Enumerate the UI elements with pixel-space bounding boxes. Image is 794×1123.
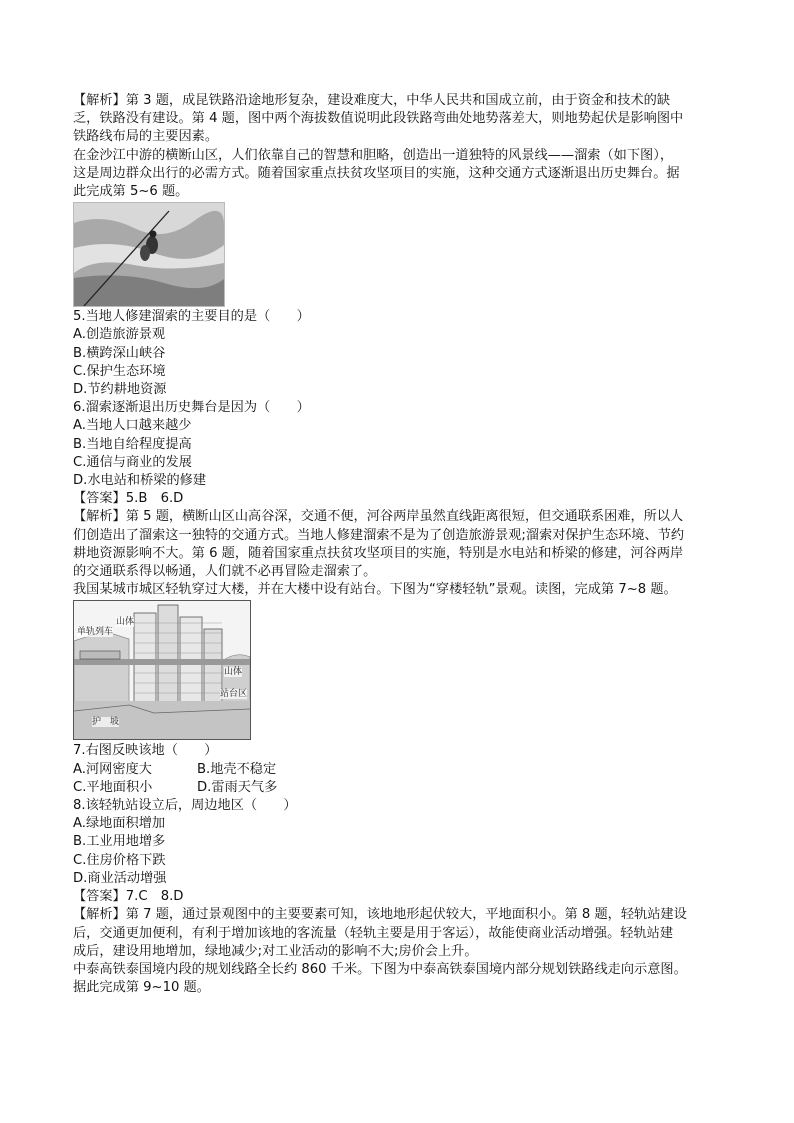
option-b: B.地壳不稳定 [197,761,277,777]
text-line: 后，交通更加便利，有利于增加该地的客流量（轻轨主要是用于客运），故能使商业活动增强。轻轨站建 [73,925,674,941]
intro-q9-q10 [73,961,723,997]
option-a: A.当地人口越来越少 [73,418,192,434]
option-d: D.节约耕地资源 [73,382,167,398]
slope-label: 护 坡 [92,717,120,728]
text-line: 成后，建设用地增加，绿地减少;对工业活动的影响不大;房价会上升。 [73,943,478,959]
text-line: 这是周边群众出行的必需方式。随着国家重点扶贫攻坚项目的实施，这种交通方式逐渐退出历史舞台。据 [73,165,680,181]
text-line: 此完成第 5~6 题。 [73,184,189,200]
mountain-label-left: 山体 [116,617,135,628]
platform-label: 站台区 [220,689,248,700]
text-line: 【解析】第 7 题，通过景观图中的主要要素可知，该地地形起伏较大，平地面积小。第 8 题，轻轨站建设 [73,907,687,923]
answer-q7-q8: 【答案】7.C 8.D [73,889,184,905]
text-line: 铁路线布局的主要因素。 [73,129,219,145]
question-6 [73,399,723,490]
option-a: A.河网密度大 [73,761,152,777]
option-c: C.平地面积小 [73,779,153,795]
question-stem: 8.该轻轨站设立后，周边地区（ ） [73,798,297,814]
question-stem: 7.右图反映该地（ ） [73,743,218,759]
option-c: C.通信与商业的发展 [73,454,192,470]
options-row-ab [73,761,723,779]
analysis-q5-q6 [73,508,723,581]
option-a: A.创造旅游景观 [73,327,166,343]
answer-q5-q6: 【答案】5.B 6.D [73,491,184,507]
text-line: 【解析】第 3 题，成昆铁路沿途地形复杂，建设难度大，中华人民共和国成立前，由于资金和技术的缺 [73,93,671,108]
intro-q5-q6 [73,147,723,202]
option-b: B.当地自给程度提高 [73,436,192,452]
options-row-cd [73,779,723,797]
text-line: 的交通联系得以畅通，人们就不必再冒险走溜索了。 [73,564,377,580]
question-stem: 6.溜索逐渐退出历史舞台是因为（ ） [73,400,310,416]
option-b: B.横跨深山峡谷 [73,345,166,361]
text-line: 据此完成第 9~10 题。 [73,980,210,996]
analysis-q7-q8 [73,906,723,961]
question-stem: 5.当地人修建溜索的主要目的是（ ） [73,309,310,325]
option-b: B.工业用地增多 [73,834,166,850]
intro-q7-q8: 我国某城市城区轻轨穿过大楼，并在大楼中设有站台。下图为“穿楼轻轨”景观。读图，完成第 7~8 题。 [73,582,677,598]
option-c: C.保护生态环境 [73,363,166,379]
text-line: 在金沙江中游的横断山区，人们依靠自己的智慧和胆略，创造出一道独特的风景线——溜索（如下图）， [73,147,674,163]
option-d: D.雷雨天气多 [197,779,278,795]
analysis-q3-q4 [73,92,723,147]
text-line: 【解析】第 5 题，横断山区山高谷深，交通不便，河谷两岸虽然直线距离很短，但交通联系困难，所以人 [73,509,684,525]
option-d: D.商业活动增强 [73,870,167,886]
zipline-photo [73,202,225,307]
document-page [73,92,723,997]
mountain-label-right: 山体 [224,667,243,678]
train-label: 单轨列车 [77,627,114,638]
question-7 [73,742,723,797]
question-5 [73,308,723,399]
text-line: 们创造出了溜索这一独特的交通方式。当地人修建溜索不是为了创造旅游景观;溜索对保护生态环境、节约 [73,527,685,543]
light-rail-building-figure [73,600,251,740]
zipline-photo-drawing [74,203,224,306]
option-c: C.住房价格下跌 [73,852,166,868]
text-line: 乏，铁路没有建设。第 4 题，图中两个海拔数值说明此段铁路弯曲处地势落差大，则地势起伏是影响图中 [73,111,684,127]
option-a: A.绿地面积增加 [73,816,166,832]
text-line: 耕地资源影响不大。第 6 题，随着国家重点扶贫攻坚项目的实施，特别是水电站和桥梁的修建，河谷两岸 [73,545,684,561]
text-line: 中泰高铁泰国境内段的规划线路全长约 860 千米。下图为中泰高铁泰国境内部分规划铁路线走向示意图。 [73,961,687,977]
option-d: D.水电站和桥梁的修建 [73,473,207,489]
question-8 [73,797,723,888]
